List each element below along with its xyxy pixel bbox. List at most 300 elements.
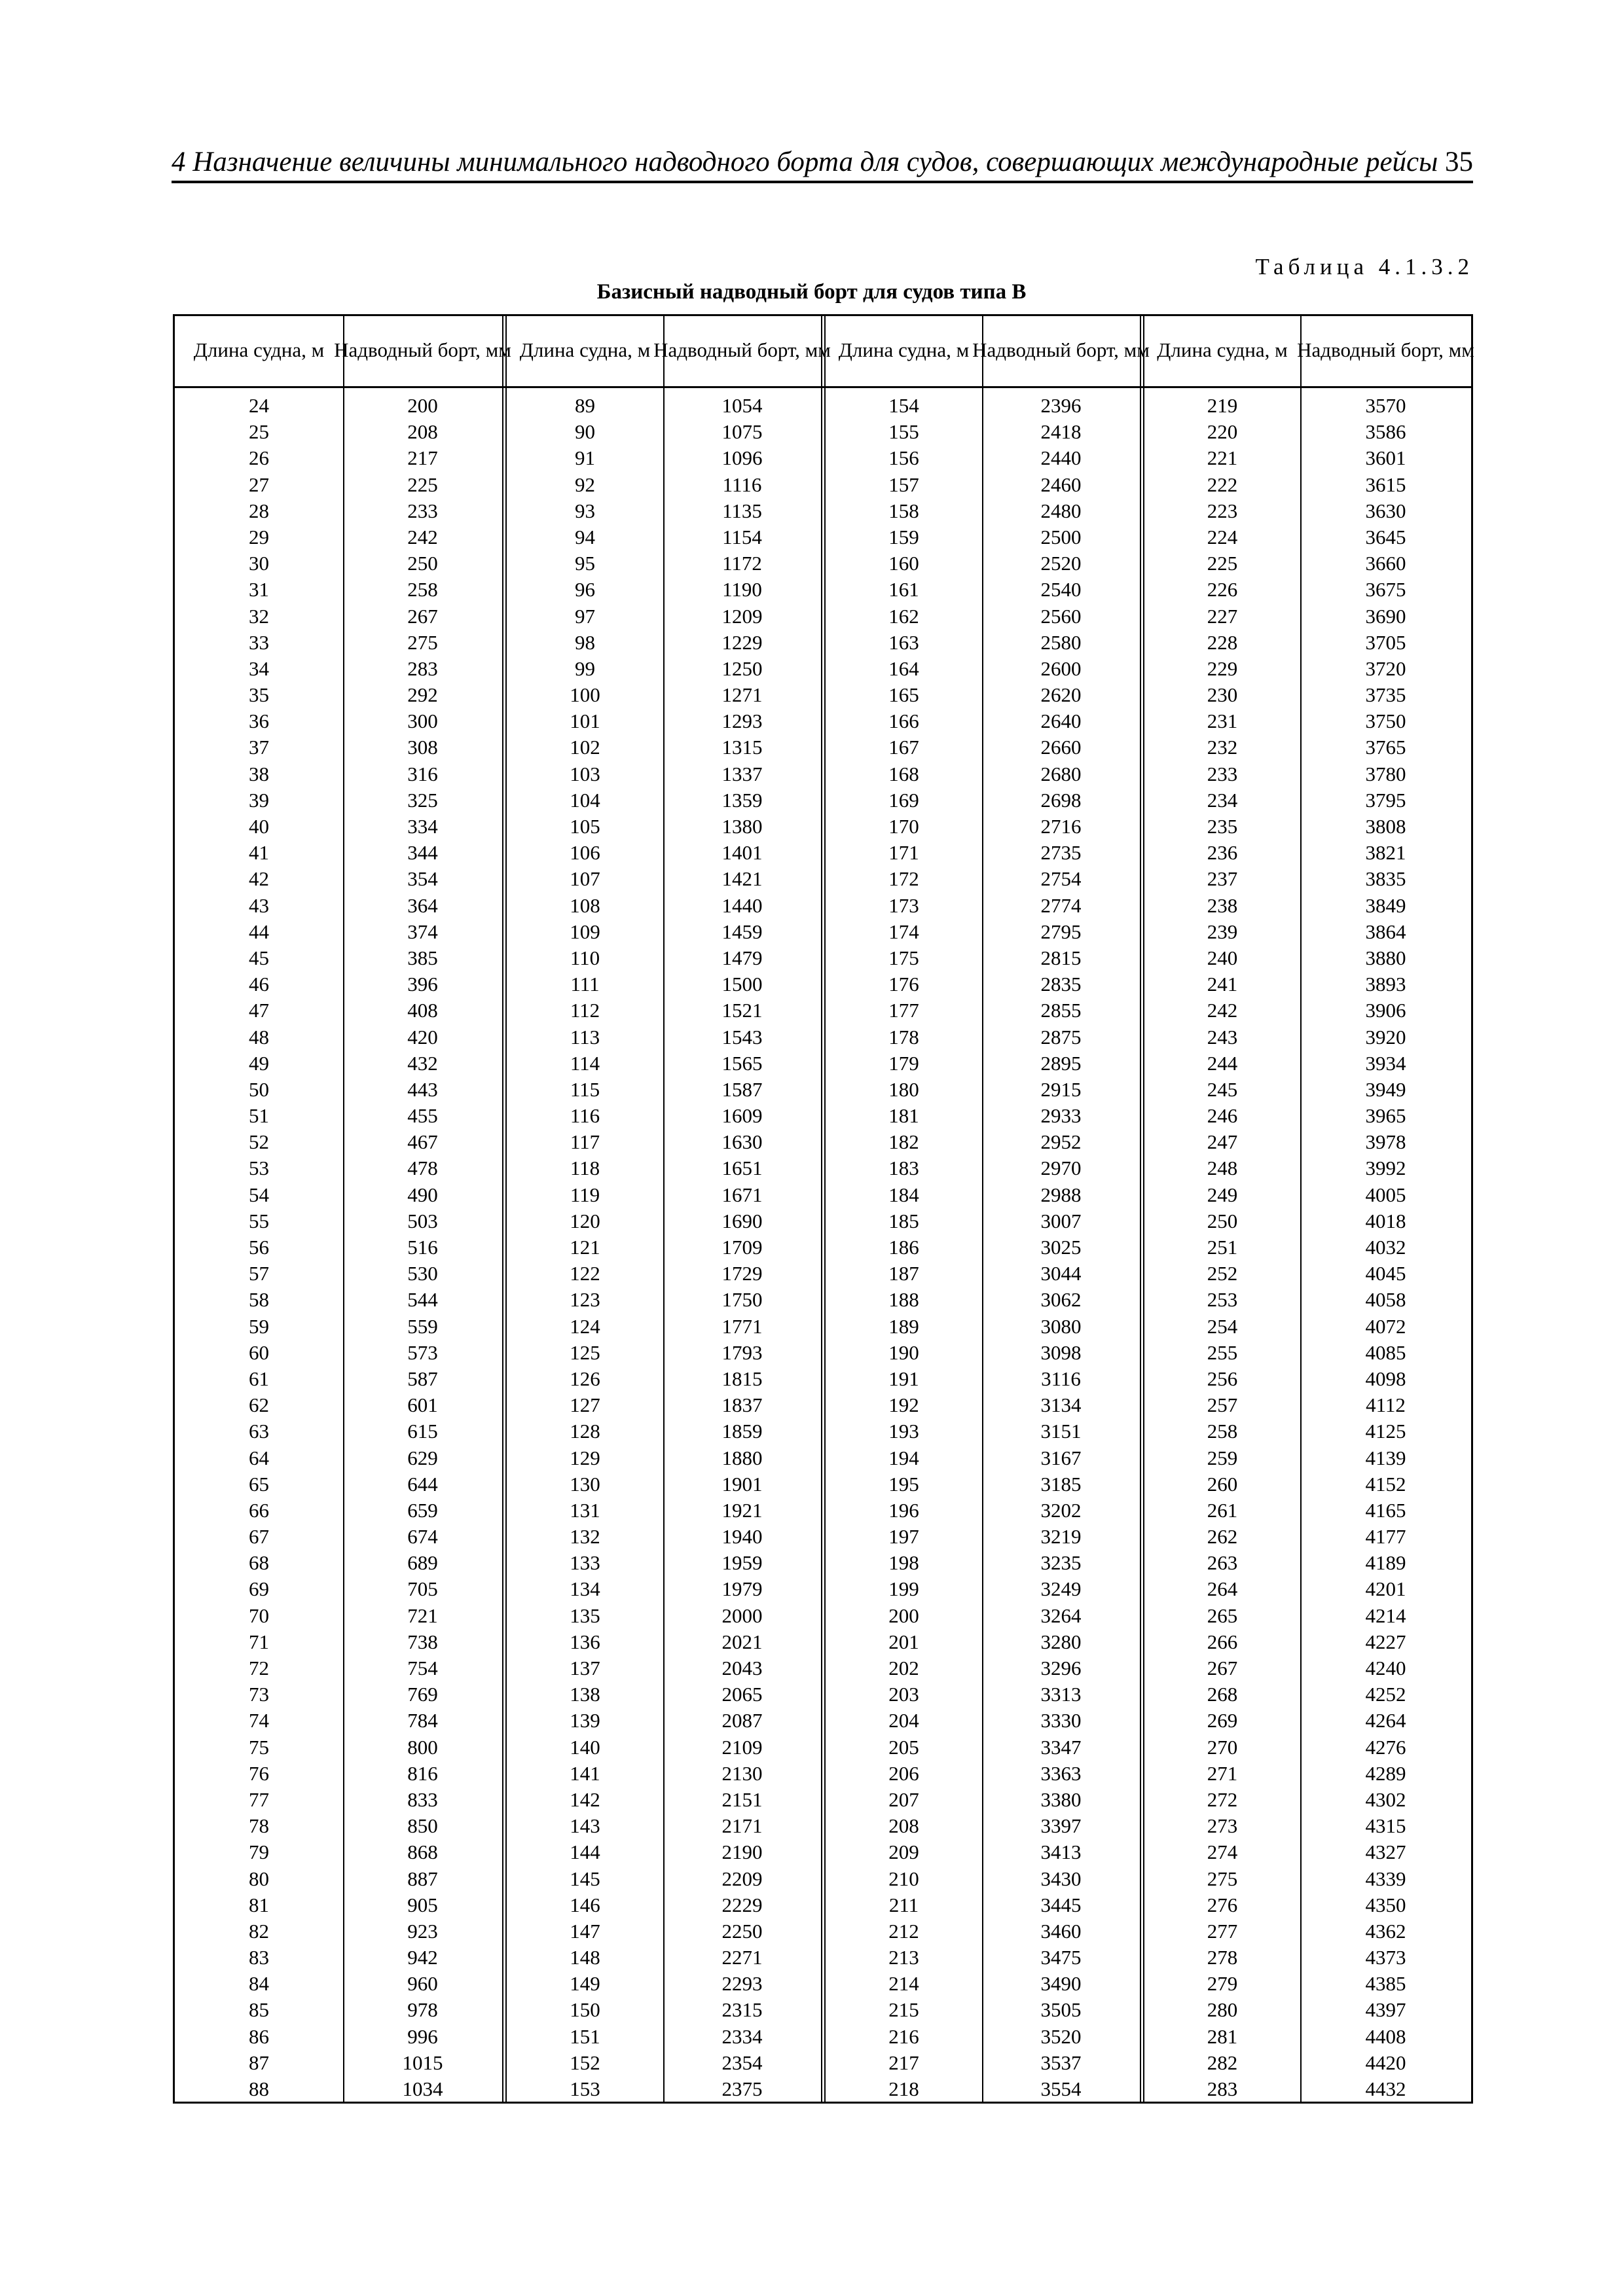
freeboard-cell: 629 xyxy=(407,1446,438,1469)
freeboard-cell: 1293 xyxy=(721,709,763,733)
freeboard-cell: 784 xyxy=(407,1709,438,1732)
length-cell: 29 xyxy=(249,525,269,548)
length-cell: 107 xyxy=(570,867,600,891)
length-cell: 232 xyxy=(1207,736,1238,759)
length-cell: 207 xyxy=(888,1787,919,1811)
freeboard-cell: 754 xyxy=(407,1657,438,1679)
freeboard-cell: 3601 xyxy=(1365,446,1406,470)
length-cell: 236 xyxy=(1207,841,1238,865)
freeboard-cell: 1034 xyxy=(402,2077,443,2100)
freeboard-cell: 4397 xyxy=(1365,1998,1406,2022)
length-cell: 178 xyxy=(888,1025,919,1049)
freeboard-cell: 3430 xyxy=(1040,1867,1082,1890)
length-cell: 203 xyxy=(888,1683,919,1706)
freeboard-cell: 4177 xyxy=(1365,1525,1406,1549)
length-cell: 132 xyxy=(570,1525,600,1549)
freeboard-cell: 3219 xyxy=(1040,1525,1082,1549)
length-cell: 174 xyxy=(888,920,919,943)
length-cell: 30 xyxy=(249,552,269,575)
length-cell: 181 xyxy=(888,1104,919,1128)
freeboard-cell: 4201 xyxy=(1365,1577,1406,1601)
length-cell: 79 xyxy=(249,1840,269,1864)
freeboard-cell: 516 xyxy=(407,1236,438,1259)
freeboard-cell: 4315 xyxy=(1365,1814,1406,1838)
length-cell: 50 xyxy=(249,1077,269,1101)
length-cell: 164 xyxy=(888,656,919,680)
freeboard-cell: 2680 xyxy=(1040,762,1082,785)
freeboard-cell: 2021 xyxy=(721,1630,763,1653)
length-cell: 57 xyxy=(249,1262,269,1285)
length-cell: 117 xyxy=(570,1130,600,1154)
freeboard-cell: 3116 xyxy=(1041,1367,1081,1390)
freeboard-cell: 3185 xyxy=(1040,1472,1082,1496)
length-cell: 85 xyxy=(249,1998,269,2022)
freeboard-cell: 2000 xyxy=(721,1604,763,1627)
freeboard-cell: 3475 xyxy=(1040,1946,1082,1969)
length-cell: 126 xyxy=(570,1367,600,1390)
length-cell: 246 xyxy=(1207,1104,1238,1128)
freeboard-cell: 3080 xyxy=(1040,1314,1082,1338)
length-cell: 64 xyxy=(249,1446,269,1469)
freeboard-cell: 4408 xyxy=(1365,2024,1406,2048)
freeboard-cell: 2130 xyxy=(721,1761,763,1785)
length-cell: 142 xyxy=(570,1787,600,1811)
length-cell: 63 xyxy=(249,1420,269,1443)
freeboard-cell: 4045 xyxy=(1365,1262,1406,1285)
freeboard-cell: 267 xyxy=(407,604,438,628)
length-cell: 60 xyxy=(249,1340,269,1364)
freeboard-cell: 3167 xyxy=(1040,1446,1082,1469)
length-cell: 183 xyxy=(888,1157,919,1180)
length-cell: 250 xyxy=(1207,1209,1238,1232)
length-cell: 153 xyxy=(570,2077,600,2100)
length-cell: 81 xyxy=(249,1893,269,1916)
freeboard-cell: 3849 xyxy=(1365,893,1406,917)
length-cell: 67 xyxy=(249,1525,269,1549)
freeboard-cell: 344 xyxy=(407,841,438,865)
length-cell: 32 xyxy=(249,604,269,628)
freeboard-cell: 2440 xyxy=(1040,446,1082,470)
freeboard-cell: 3202 xyxy=(1040,1498,1082,1522)
length-cell: 249 xyxy=(1207,1183,1238,1206)
freeboard-cell: 887 xyxy=(407,1867,438,1890)
group-divider xyxy=(502,314,507,2104)
freeboard-cell: 3044 xyxy=(1040,1262,1082,1285)
freeboard-cell: 1271 xyxy=(721,683,763,707)
freeboard-cell: 2396 xyxy=(1040,394,1082,417)
length-cell: 27 xyxy=(249,473,269,496)
length-cell: 34 xyxy=(249,656,269,680)
freeboard-cell: 587 xyxy=(407,1367,438,1390)
freeboard-cell: 2418 xyxy=(1040,420,1082,444)
length-cell: 47 xyxy=(249,999,269,1022)
length-cell: 231 xyxy=(1207,709,1238,733)
length-cell: 238 xyxy=(1207,893,1238,917)
page-number: 35 xyxy=(1445,147,1473,177)
freeboard-cell: 233 xyxy=(407,499,438,522)
length-cell: 54 xyxy=(249,1183,269,1206)
length-cell: 242 xyxy=(1207,999,1238,1022)
length-cell: 76 xyxy=(249,1761,269,1785)
freeboard-cell: 2271 xyxy=(721,1946,763,1969)
length-cell: 103 xyxy=(570,762,600,785)
length-cell: 241 xyxy=(1207,973,1238,996)
freeboard-cell: 1630 xyxy=(721,1130,763,1154)
length-cell: 122 xyxy=(570,1262,600,1285)
freeboard-cell: 942 xyxy=(407,1946,438,1969)
freeboard-cell: 3780 xyxy=(1365,762,1406,785)
length-cell: 211 xyxy=(888,1893,919,1916)
freeboard-column xyxy=(343,393,502,2102)
length-cell: 52 xyxy=(249,1130,269,1154)
freeboard-cell: 674 xyxy=(407,1525,438,1549)
freeboard-cell: 4032 xyxy=(1365,1236,1406,1259)
freeboard-cell: 3570 xyxy=(1365,394,1406,417)
length-cell: 267 xyxy=(1207,1657,1238,1679)
freeboard-cell: 1750 xyxy=(721,1288,763,1312)
freeboard-cell: 1135 xyxy=(722,499,762,522)
length-cell: 62 xyxy=(249,1393,269,1417)
length-cell: 151 xyxy=(570,2024,600,2048)
length-cell: 139 xyxy=(570,1709,600,1732)
freeboard-cell: 4240 xyxy=(1365,1657,1406,1679)
freeboard-column xyxy=(982,393,1140,2102)
freeboard-cell: 1315 xyxy=(721,736,763,759)
length-cell: 42 xyxy=(249,867,269,891)
freeboard-cell: 3520 xyxy=(1040,2024,1082,2048)
freeboard-cell: 3949 xyxy=(1365,1077,1406,1101)
freeboard-cell: 478 xyxy=(407,1157,438,1180)
length-cell: 94 xyxy=(575,525,595,548)
freeboard-cell: 2229 xyxy=(721,1893,763,1916)
freeboard-cell: 1075 xyxy=(721,420,763,444)
freeboard-cell: 374 xyxy=(407,920,438,943)
length-cell: 227 xyxy=(1207,604,1238,628)
freeboard-cell: 1921 xyxy=(721,1498,763,1522)
length-cell: 148 xyxy=(570,1946,600,1969)
length-cell: 263 xyxy=(1207,1551,1238,1575)
freeboard-cell: 2480 xyxy=(1040,499,1082,522)
length-cell: 144 xyxy=(570,1840,600,1864)
length-cell: 146 xyxy=(570,1893,600,1916)
length-cell: 168 xyxy=(888,762,919,785)
length-cell: 280 xyxy=(1207,1998,1238,2022)
length-cell: 140 xyxy=(570,1735,600,1759)
length-cell: 268 xyxy=(1207,1683,1238,1706)
freeboard-cell: 300 xyxy=(407,709,438,733)
freeboard-cell: 2293 xyxy=(721,1972,763,1996)
length-cell: 135 xyxy=(570,1604,600,1627)
length-cell: 187 xyxy=(888,1262,919,1285)
length-cell: 82 xyxy=(249,1919,269,1943)
length-cell: 279 xyxy=(1207,1972,1238,1996)
length-cell: 271 xyxy=(1207,1761,1238,1785)
length-cell: 91 xyxy=(575,446,595,470)
freeboard-cell: 3537 xyxy=(1040,2051,1082,2074)
freeboard-cell: 4139 xyxy=(1365,1446,1406,1469)
length-cell: 111 xyxy=(570,973,600,996)
length-cell: 156 xyxy=(888,446,919,470)
freeboard-cell: 3992 xyxy=(1365,1157,1406,1180)
freeboard-cell: 3690 xyxy=(1365,604,1406,628)
freeboard-cell: 3397 xyxy=(1040,1814,1082,1838)
length-cell: 88 xyxy=(249,2077,269,2100)
length-cell: 275 xyxy=(1207,1867,1238,1890)
length-cell: 163 xyxy=(888,630,919,654)
length-cell: 273 xyxy=(1207,1814,1238,1838)
freeboard-cell: 4072 xyxy=(1365,1314,1406,1338)
length-cell: 206 xyxy=(888,1761,919,1785)
length-cell: 196 xyxy=(888,1498,919,1522)
length-cell: 124 xyxy=(570,1314,600,1338)
length-cell: 145 xyxy=(570,1867,600,1890)
length-cell: 35 xyxy=(249,683,269,707)
freeboard-cell: 3347 xyxy=(1040,1735,1082,1759)
freeboard-cell: 3380 xyxy=(1040,1787,1082,1811)
length-cell: 78 xyxy=(249,1814,269,1838)
freeboard-cell: 4385 xyxy=(1365,1972,1406,1996)
freeboard-cell: 3460 xyxy=(1040,1919,1082,1943)
length-cell: 195 xyxy=(888,1472,919,1496)
length-column xyxy=(1144,393,1300,2102)
freeboard-cell: 1380 xyxy=(721,815,763,838)
length-cell: 202 xyxy=(888,1657,919,1679)
freeboard-cell: 2915 xyxy=(1040,1077,1082,1101)
length-cell: 172 xyxy=(888,867,919,891)
length-cell: 119 xyxy=(570,1183,600,1206)
freeboard-cell: 200 xyxy=(407,394,438,417)
freeboard-cell: 396 xyxy=(407,973,438,996)
freeboard-cell: 3445 xyxy=(1040,1893,1082,1916)
freeboard-cell: 2580 xyxy=(1040,630,1082,654)
freeboard-cell: 2520 xyxy=(1040,552,1082,575)
freeboard-cell: 3675 xyxy=(1365,578,1406,601)
freeboard-cell: 559 xyxy=(407,1314,438,1338)
freeboard-cell: 816 xyxy=(407,1761,438,1785)
freeboard-cell: 2774 xyxy=(1040,893,1082,917)
length-cell: 138 xyxy=(570,1683,600,1706)
length-cell: 154 xyxy=(888,394,919,417)
freeboard-cell: 1459 xyxy=(721,920,763,943)
length-cell: 199 xyxy=(888,1577,919,1601)
length-cell: 254 xyxy=(1207,1314,1238,1338)
length-cell: 147 xyxy=(570,1919,600,1943)
freeboard-cell: 2171 xyxy=(721,1814,763,1838)
freeboard-cell: 316 xyxy=(407,762,438,785)
length-header: Длина судна, м xyxy=(193,338,325,361)
length-cell: 176 xyxy=(888,973,919,996)
length-cell: 106 xyxy=(570,841,600,865)
length-cell: 179 xyxy=(888,1051,919,1075)
table-caption: Базисный надводный борт для судов типа В xyxy=(596,280,1027,304)
length-cell: 259 xyxy=(1207,1446,1238,1469)
freeboard-cell: 1793 xyxy=(721,1340,763,1364)
freeboard-cell: 3554 xyxy=(1040,2077,1082,2100)
length-cell: 98 xyxy=(575,630,595,654)
length-cell: 109 xyxy=(570,920,600,943)
freeboard-cell: 4189 xyxy=(1365,1551,1406,1575)
freeboard-cell: 705 xyxy=(407,1577,438,1601)
freeboard-cell: 2795 xyxy=(1040,920,1082,943)
length-cell: 48 xyxy=(249,1025,269,1049)
freeboard-cell: 225 xyxy=(407,473,438,496)
freeboard-cell: 3795 xyxy=(1365,788,1406,812)
freeboard-cell: 2835 xyxy=(1040,973,1082,996)
length-cell: 170 xyxy=(888,815,919,838)
freeboard-cell: 2660 xyxy=(1040,736,1082,759)
freeboard-cell: 615 xyxy=(407,1420,438,1443)
freeboard-cell: 4373 xyxy=(1365,1946,1406,1969)
length-cell: 26 xyxy=(249,446,269,470)
freeboard-cell: 354 xyxy=(407,867,438,891)
length-cell: 104 xyxy=(570,788,600,812)
length-cell: 188 xyxy=(888,1288,919,1312)
length-cell: 212 xyxy=(888,1919,919,1943)
length-cell: 223 xyxy=(1207,499,1238,522)
freeboard-cell: 3630 xyxy=(1365,499,1406,522)
length-cell: 75 xyxy=(249,1735,269,1759)
freeboard-cell: 3235 xyxy=(1040,1551,1082,1575)
length-cell: 248 xyxy=(1207,1157,1238,1180)
length-cell: 92 xyxy=(575,473,595,496)
freeboard-cell: 283 xyxy=(407,656,438,680)
freeboard-cell: 4350 xyxy=(1365,1893,1406,1916)
freeboard-header: Надводный борт, мм xyxy=(653,338,831,361)
freeboard-cell: 2109 xyxy=(721,1735,763,1759)
length-cell: 225 xyxy=(1207,552,1238,575)
length-cell: 200 xyxy=(888,1604,919,1627)
freeboard-cell: 250 xyxy=(407,552,438,575)
length-cell: 100 xyxy=(570,683,600,707)
freeboard-cell: 1190 xyxy=(722,578,762,601)
length-cell: 77 xyxy=(249,1787,269,1811)
freeboard-cell: 738 xyxy=(407,1630,438,1653)
freeboard-cell: 4252 xyxy=(1365,1683,1406,1706)
length-cell: 219 xyxy=(1207,394,1238,417)
freeboard-cell: 3151 xyxy=(1040,1420,1082,1443)
freeboard-cell: 1901 xyxy=(721,1472,763,1496)
freeboard-cell: 2540 xyxy=(1040,578,1082,601)
length-cell: 229 xyxy=(1207,656,1238,680)
freeboard-cell: 1880 xyxy=(721,1446,763,1469)
length-cell: 143 xyxy=(570,1814,600,1838)
freeboard-cell: 3705 xyxy=(1365,630,1406,654)
length-cell: 255 xyxy=(1207,1340,1238,1364)
length-cell: 266 xyxy=(1207,1630,1238,1653)
freeboard-cell: 2600 xyxy=(1040,656,1082,680)
length-cell: 121 xyxy=(570,1236,600,1259)
freeboard-header: Надводный борт, мм xyxy=(972,338,1150,361)
length-cell: 69 xyxy=(249,1577,269,1601)
freeboard-cell: 2315 xyxy=(721,1998,763,2022)
length-cell: 149 xyxy=(570,1972,600,1996)
length-cell: 113 xyxy=(570,1025,600,1049)
length-cell: 70 xyxy=(249,1604,269,1627)
length-cell: 182 xyxy=(888,1130,919,1154)
freeboard-cell: 601 xyxy=(407,1393,438,1417)
length-cell: 68 xyxy=(249,1551,269,1575)
freeboard-cell: 3906 xyxy=(1365,999,1406,1022)
length-header: Длина судна, м xyxy=(838,338,970,361)
freeboard-cell: 2952 xyxy=(1040,1130,1082,1154)
length-cell: 214 xyxy=(888,1972,919,1996)
length-cell: 177 xyxy=(888,999,919,1022)
length-cell: 186 xyxy=(888,1236,919,1259)
freeboard-cell: 3660 xyxy=(1365,552,1406,575)
length-cell: 215 xyxy=(888,1998,919,2022)
length-cell: 158 xyxy=(888,499,919,522)
freeboard-cell: 573 xyxy=(407,1340,438,1364)
length-cell: 90 xyxy=(575,420,595,444)
freeboard-cell: 4264 xyxy=(1365,1709,1406,1732)
length-cell: 239 xyxy=(1207,920,1238,943)
freeboard-cell: 1250 xyxy=(721,656,763,680)
length-cell: 240 xyxy=(1207,946,1238,969)
length-cell: 224 xyxy=(1207,525,1238,548)
length-cell: 274 xyxy=(1207,1840,1238,1864)
length-cell: 283 xyxy=(1207,2077,1238,2100)
length-cell: 108 xyxy=(570,893,600,917)
length-cell: 160 xyxy=(888,552,919,575)
freeboard-cell: 1116 xyxy=(722,473,762,496)
freeboard-cell: 217 xyxy=(407,446,438,470)
freeboard-cell: 4432 xyxy=(1365,2077,1406,2100)
length-cell: 152 xyxy=(570,2051,600,2074)
length-cell: 171 xyxy=(888,841,919,865)
length-cell: 234 xyxy=(1207,788,1238,812)
freeboard-cell: 4112 xyxy=(1366,1393,1406,1417)
freeboard-cell: 960 xyxy=(407,1972,438,1996)
length-cell: 129 xyxy=(570,1446,600,1469)
table-number: Таблица 4.1.3.2 xyxy=(1255,254,1474,279)
length-cell: 150 xyxy=(570,1998,600,2022)
length-cell: 209 xyxy=(888,1840,919,1864)
length-cell: 220 xyxy=(1207,420,1238,444)
freeboard-cell: 420 xyxy=(407,1025,438,1049)
freeboard-cell: 1771 xyxy=(721,1314,763,1338)
length-cell: 261 xyxy=(1207,1498,1238,1522)
freeboard-cell: 3313 xyxy=(1040,1683,1082,1706)
length-cell: 198 xyxy=(888,1551,919,1575)
length-cell: 61 xyxy=(249,1367,269,1390)
length-cell: 162 xyxy=(888,604,919,628)
freeboard-cell: 1229 xyxy=(721,630,763,654)
freeboard-cell: 2375 xyxy=(721,2077,763,2100)
length-cell: 44 xyxy=(249,920,269,943)
freeboard-cell: 1054 xyxy=(721,394,763,417)
length-cell: 125 xyxy=(570,1340,600,1364)
freeboard-cell: 2500 xyxy=(1040,525,1082,548)
length-cell: 165 xyxy=(888,683,919,707)
freeboard-cell: 2754 xyxy=(1040,867,1082,891)
freeboard-cell: 3098 xyxy=(1040,1340,1082,1364)
freeboard-cell: 3864 xyxy=(1365,920,1406,943)
freeboard-cell: 3330 xyxy=(1040,1709,1082,1732)
freeboard-cell: 3978 xyxy=(1365,1130,1406,1154)
freeboard-cell: 4289 xyxy=(1365,1761,1406,1785)
length-cell: 281 xyxy=(1207,2024,1238,2048)
length-cell: 245 xyxy=(1207,1077,1238,1101)
freeboard-cell: 1979 xyxy=(721,1577,763,1601)
length-column xyxy=(507,393,663,2102)
length-cell: 55 xyxy=(249,1209,269,1232)
freeboard-cell: 4214 xyxy=(1365,1604,1406,1627)
length-cell: 93 xyxy=(575,499,595,522)
freeboard-cell: 242 xyxy=(407,525,438,548)
length-cell: 99 xyxy=(575,656,595,680)
length-cell: 173 xyxy=(888,893,919,917)
freeboard-cell: 3934 xyxy=(1365,1051,1406,1075)
